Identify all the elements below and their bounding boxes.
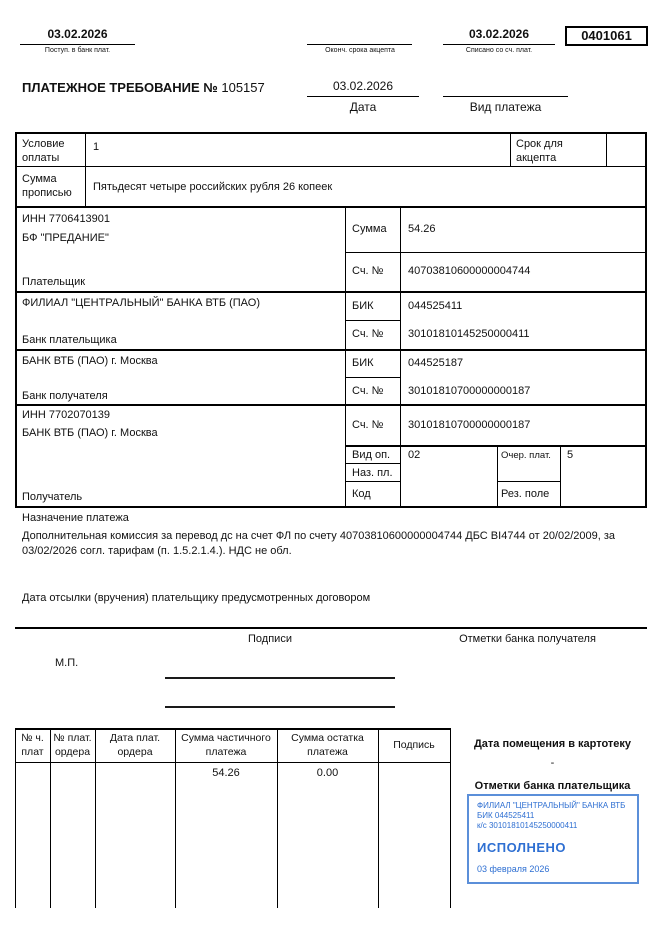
card-index-label: Дата помещения в картотеку [473,738,632,750]
document-date: 03.02.2026 [332,79,394,93]
table-border [497,481,560,482]
document-number: 105157 [221,80,265,95]
beneficiary-bank-account-value: 30101810700000000187 [408,385,531,397]
amount-words-value: Пятьдесят четыре российских рубля 26 копеек [93,181,333,193]
document-title: ПЛАТЕЖНОЕ ТРЕБОВАНИЕ № [22,80,218,95]
payer-bank-name: ФИЛИАЛ "ЦЕНТРАЛЬНЫЙ" БАНКА ВТБ (ПАО) [22,297,260,309]
payer-account-label: Сч. № [352,265,384,277]
table-border [15,132,17,508]
executed-stamp [467,794,639,884]
partial-col-header: № плат. ордера [53,732,92,758]
operation-type-value: 02 [408,449,421,461]
beneficiary-bank-marks-label: Отметки банка получателя [459,633,596,645]
purpose-text: Дополнительная комиссия за перевод дс на счет ФЛ по счету 40703810600000004744 ДБС BI4744 от 20/02/2009, за 03/02/2026 согл. тарифам (п. 1.5.2.1.4.). НДС не обл. [22,530,616,557]
payment-type-label: Вид платежа [469,100,542,114]
document-date-underline [307,96,419,97]
rest-amount-value: 0.00 [316,767,339,779]
payer-bank-marks-label: Отметки банка плательщика [474,780,631,792]
table-border [645,132,647,508]
partial-col-header: Подпись [393,739,435,751]
table-border [345,206,346,506]
send-date-label: Дата отсылки (вручения) плательщику предусмотренных договором [22,592,371,604]
partial-table-border [15,728,451,730]
table-border [15,404,647,406]
debited-label: Списано со сч. плат. [465,47,533,54]
signatures-label: Подписи [248,633,292,645]
code-label: Код [352,488,371,500]
date-label: Дата [349,100,377,114]
received-in-bank-date: 03.02.2026 [47,27,108,41]
table-border [345,252,647,253]
table-border [345,320,400,321]
beneficiary-bank-bik-label: БИК [352,357,374,369]
acceptance-term-label: Срок для акцепта [516,138,563,164]
stamp-date: 03 февраля 2026 [477,864,550,874]
partial-col-header: № ч. плат [21,732,44,758]
form-code-box: 0401061 [565,26,648,46]
table-border [345,445,647,447]
stamp-bank-name: ФИЛИАЛ "ЦЕНТРАЛЬНЫЙ" БАНКА ВТБ [477,801,626,810]
purpose-label: Назначение платежа [22,512,129,524]
beneficiary-bank-label: Банк получателя [22,390,108,402]
payer-bank-account-label: Сч. № [352,328,384,340]
payer-inn: ИНН 7706413901 [22,213,111,225]
document-title-row [22,80,265,95]
amount-words-label: Сумма прописью [22,173,72,199]
partial-table-border [378,728,379,908]
partial-table-border [15,762,451,763]
table-border [15,291,647,293]
table-border [15,132,647,134]
priority-value: 5 [567,449,574,461]
payer-account-value: 40703810600000004744 [408,265,531,277]
stamp-status: ИСПОЛНЕНО [477,840,567,855]
amount-label: Сумма [352,223,387,235]
signature-line [165,706,395,708]
payment-type-underline [443,96,568,97]
seal-label: М.П. [55,657,79,669]
table-border [85,132,86,206]
beneficiary-label: Получатель [22,491,83,503]
table-border [560,445,561,506]
beneficiary-account-value: 30101810700000000187 [408,419,531,431]
table-border [15,166,647,167]
priority-label: Очер. плат. [501,450,551,461]
payer-bank-bik-value: 044525411 [408,300,463,312]
table-border [497,445,498,506]
table-border [345,463,400,464]
table-border [510,132,511,166]
table-border [345,481,400,482]
payer-bank-label: Банк плательщика [22,334,117,346]
payer-label: Плательщик [22,276,86,288]
amount-value: 54.26 [408,223,436,235]
beneficiary-inn: ИНН 7702070139 [22,409,111,421]
stamp-corr-account: к/с 30101810145250000411 [477,821,578,830]
payer-bank-bik-label: БИК [352,300,374,312]
payment-condition-label: Условие оплаты [22,138,65,164]
table-border [606,132,607,166]
beneficiary-bank-name: БАНК ВТБ (ПАО) г. Москва [22,355,158,367]
card-index-value: - [550,757,555,769]
table-border [15,506,647,508]
partial-col-header: Сумма частичного платежа [181,732,271,758]
stamp-bik: БИК 044525411 [477,811,535,820]
beneficiary-name: БАНК ВТБ (ПАО) г. Москва [22,427,158,439]
payer-name: БФ "ПРЕДАНИЕ" [22,232,109,244]
signature-line [165,677,395,679]
partial-col-header: Дата плат. ордера [109,732,161,758]
partial-col-header: Сумма остатка платежа [291,732,364,758]
beneficiary-bank-account-label: Сч. № [352,385,384,397]
table-border [400,206,401,506]
purpose-code-label: Наз. пл. [352,467,393,479]
received-date-underline [20,44,135,45]
reserve-field-label: Рез. поле [501,488,550,500]
received-in-bank-label: Поступ. в банк плат. [44,47,111,54]
partial-table-border [450,728,451,908]
table-border [345,377,400,378]
partial-amount-value: 54.26 [212,767,240,779]
table-border [15,349,647,351]
debited-date-underline [443,44,555,45]
acceptance-end-underline [307,44,412,45]
operation-type-label: Вид оп. [352,449,391,461]
payer-bank-account-value: 30101810145250000411 [408,328,530,340]
signatures-divider [15,627,647,629]
beneficiary-bank-bik-value: 044525187 [408,357,464,369]
acceptance-end-label: Оконч. срока акцепта [325,47,395,54]
payment-condition-value: 1 [93,141,100,153]
table-border [15,206,647,208]
beneficiary-account-label: Сч. № [352,419,384,431]
debited-date: 03.02.2026 [468,27,530,41]
